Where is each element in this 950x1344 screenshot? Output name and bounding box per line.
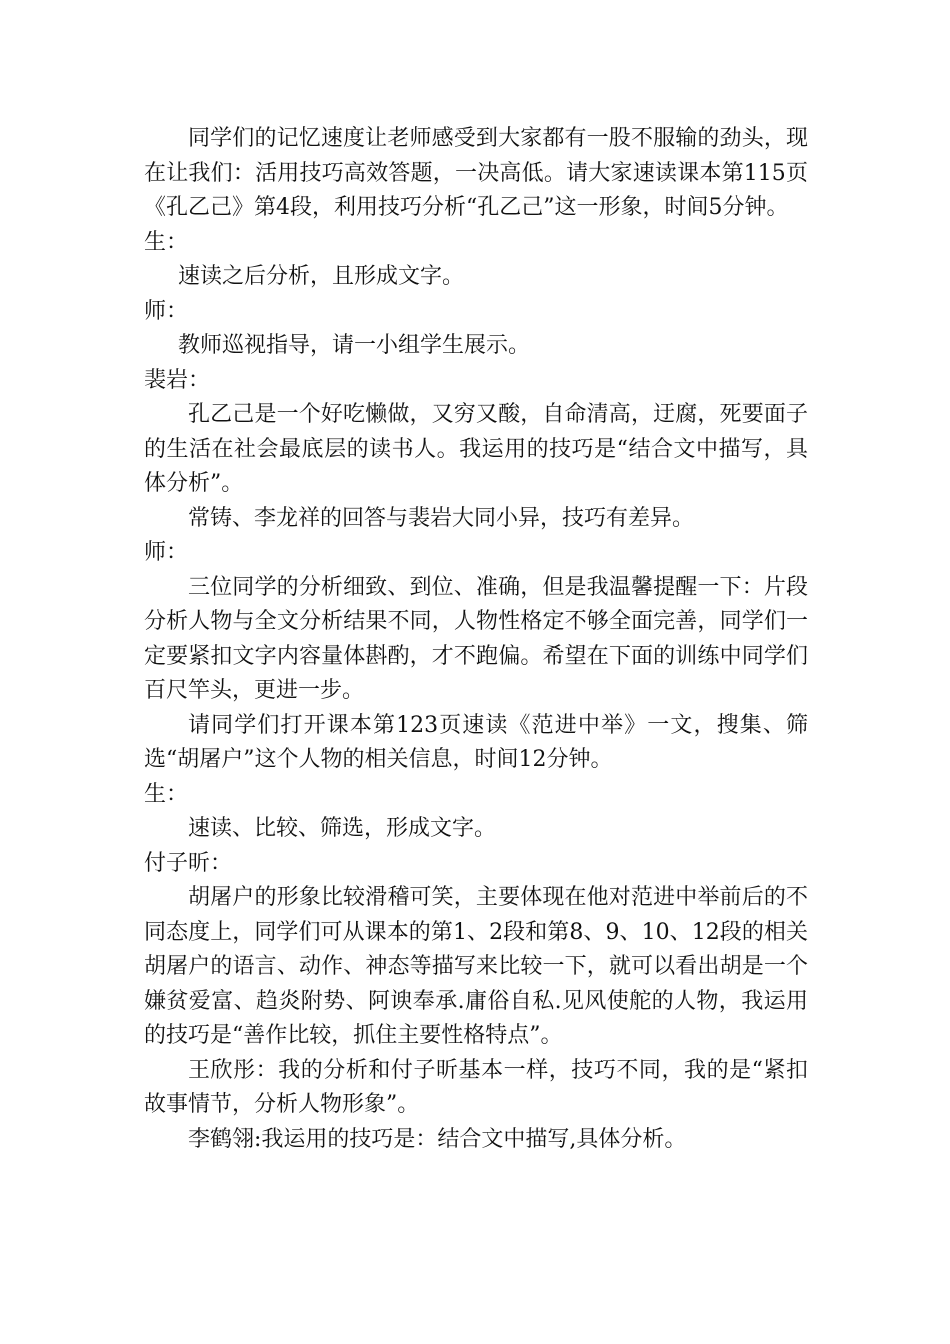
paragraph: 速读、比较、筛选，形成文字。 — [188, 816, 497, 841]
speaker-label: 师： — [144, 298, 189, 324]
paragraph: 请同学们打开课本第123页速读《范进中举》一文，搜集、筛选“胡屠户”这个人物的相关信息，时间12分钟。 — [144, 712, 808, 772]
document-body — [144, 122, 808, 1157]
paragraph: 李鹤翎:我运用的技巧是：结合文中描写,具体分析。 — [188, 1126, 687, 1152]
speaker-label: 付子昕： — [144, 850, 233, 876]
speaker-label: 师： — [144, 540, 189, 565]
paragraph: 同学们的记忆速度让老师感受到大家都有一股不服输的劲头，现在让我们：活用技巧高效答题，一决高低。请大家速读课本第115页《孔乙己》第4段，利用技巧分析“孔乙己”这一形象，时间5分钟。 — [144, 126, 808, 220]
paragraph: 王欣彤：我的分析和付子昕基本一样，技巧不同，我的是“紧扣故事情节，分析人物形象”。 — [144, 1057, 808, 1117]
speaker-label: 生： — [144, 229, 189, 255]
paragraph: 三位同学的分析细致、到位、准确，但是我温馨提醒一下：片段分析人物与全文分析结果不同，人物性格定不够全面完善，同学们一定要紧扣文字内容量体斟酌，才不跑偏。希望在下面的训练中同学们百尺竿头，更进一步。 — [144, 574, 808, 703]
paragraph: 教师巡视指导，请一小组学生展示。 — [178, 333, 531, 358]
paragraph: 胡屠户的形象比较滑稽可笑，主要体现在他对范进中举前后的不同态度上，同学们可从课本的第1、2段和第8、9、10、12段的相关胡屠户的语言、动作、神态等描写来比较一下，就可以看出胡是一个嫌贫爱富、趋炎附势、阿谀奉承.庸俗自私.见风使舵的人物，我运用的技巧是“善作比较，抓住主要性格特点”。 — [144, 885, 808, 1048]
speaker-label: 裴岩： — [144, 367, 211, 393]
paragraph: 常铸、李龙祥的回答与裴岩大同小异，技巧有差异。 — [188, 505, 695, 531]
paragraph: 速读之后分析，且形成文字。 — [178, 264, 465, 289]
speaker-label: 生： — [144, 781, 189, 807]
paragraph: 孔乙己是一个好吃懒做，又穷又酸，自命清高，迂腐，死要面子的生活在社会最底层的读书人。我运用的技巧是“结合文中描写，具体分析”。 — [144, 402, 808, 496]
